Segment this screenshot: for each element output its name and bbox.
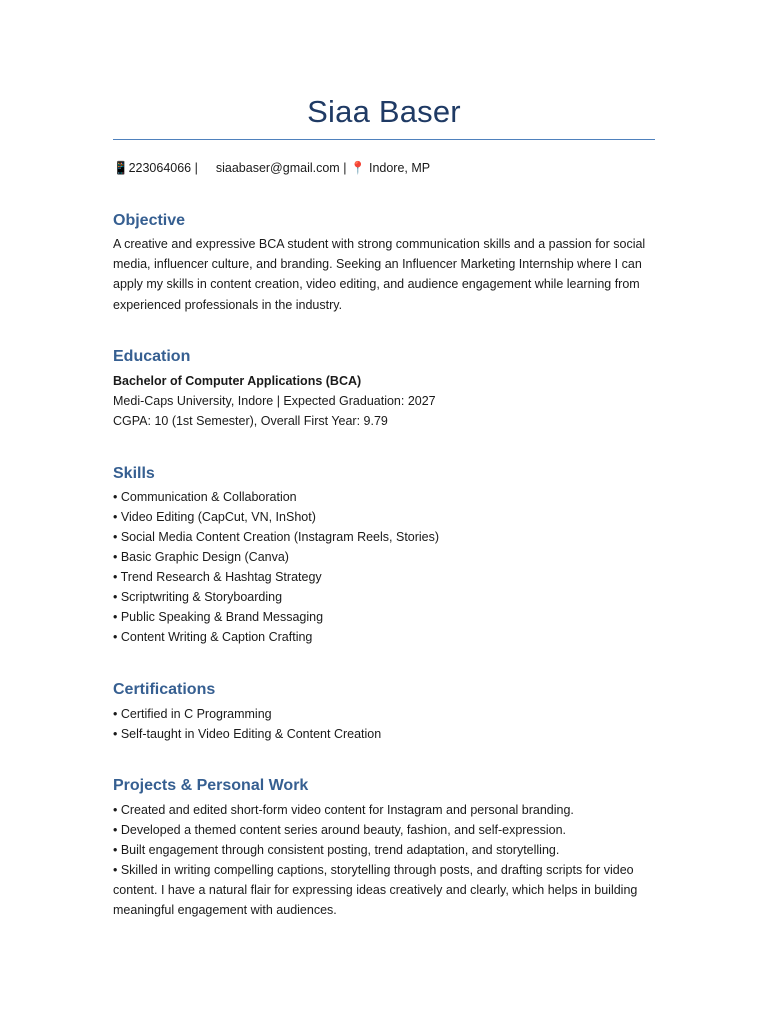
education-heading: Education [113, 348, 191, 365]
skills-list [113, 487, 655, 647]
project-item: • Built engagement through consistent posting, trend adaptation, and storytelling. [113, 843, 560, 857]
location: 📍 Indore, MP [349, 161, 431, 175]
objective-heading: Objective [113, 212, 186, 229]
contact-separator: | [343, 161, 347, 175]
skill-item: • Video Editing (CapCut, VN, InShot) [113, 510, 316, 524]
projects-heading: Projects & Personal Work [113, 777, 309, 794]
header-divider [113, 139, 655, 140]
certification-item: • Certified in C Programming [113, 707, 272, 721]
project-item: • Created and edited short-form video content for Instagram and personal branding. [113, 803, 574, 817]
objective-text: A creative and expressive BCA student with strong communication skills and a passion for social media, influencer culture, and branding. Seeking an Influencer Marketing Internship where I can apply my skills in content creation, video editing, and audience engagement while learning from experienced professionals in the industry. [113, 237, 646, 312]
education-degree: Bachelor of Computer Applications (BCA) [113, 374, 362, 388]
education-institution: Medi-Caps University, Indore | Expected Graduation: 2027 [113, 394, 436, 408]
certifications-heading: Certifications [113, 681, 216, 698]
resume-name: Siaa Baser [307, 94, 461, 129]
skill-item: • Public Speaking & Brand Messaging [113, 610, 324, 624]
skill-item: • Social Media Content Creation (Instagram Reels, Stories) [113, 530, 440, 544]
skill-item: • Scriptwriting & Storyboarding [113, 590, 283, 604]
skill-item: • Trend Research & Hashtag Strategy [113, 570, 322, 584]
certification-item: • Self-taught in Video Editing & Content Creation [113, 727, 382, 741]
email-address: siaabaser@gmail.com [215, 161, 340, 175]
skill-item: • Communication & Collaboration [113, 490, 297, 504]
projects-list [113, 800, 655, 920]
skill-item: • Content Writing & Caption Crafting [113, 630, 313, 644]
skill-item: • Basic Graphic Design (Canva) [113, 550, 289, 564]
phone-number: 📱223064066 | [113, 161, 198, 175]
contact-line [113, 161, 430, 176]
project-item: • Skilled in writing compelling captions, storytelling through posts, and drafting scripts for video content. I have a natural flair for expressing ideas creatively and clearly, which helps in building meaningful engagement with audiences. [113, 863, 638, 917]
project-item: • Developed a themed content series around beauty, fashion, and self-expression. [113, 823, 567, 837]
education-cgpa: CGPA: 10 (1st Semester), Overall First Year: 9.79 [113, 414, 388, 428]
certifications-list [113, 704, 655, 744]
skills-heading: Skills [113, 465, 155, 482]
